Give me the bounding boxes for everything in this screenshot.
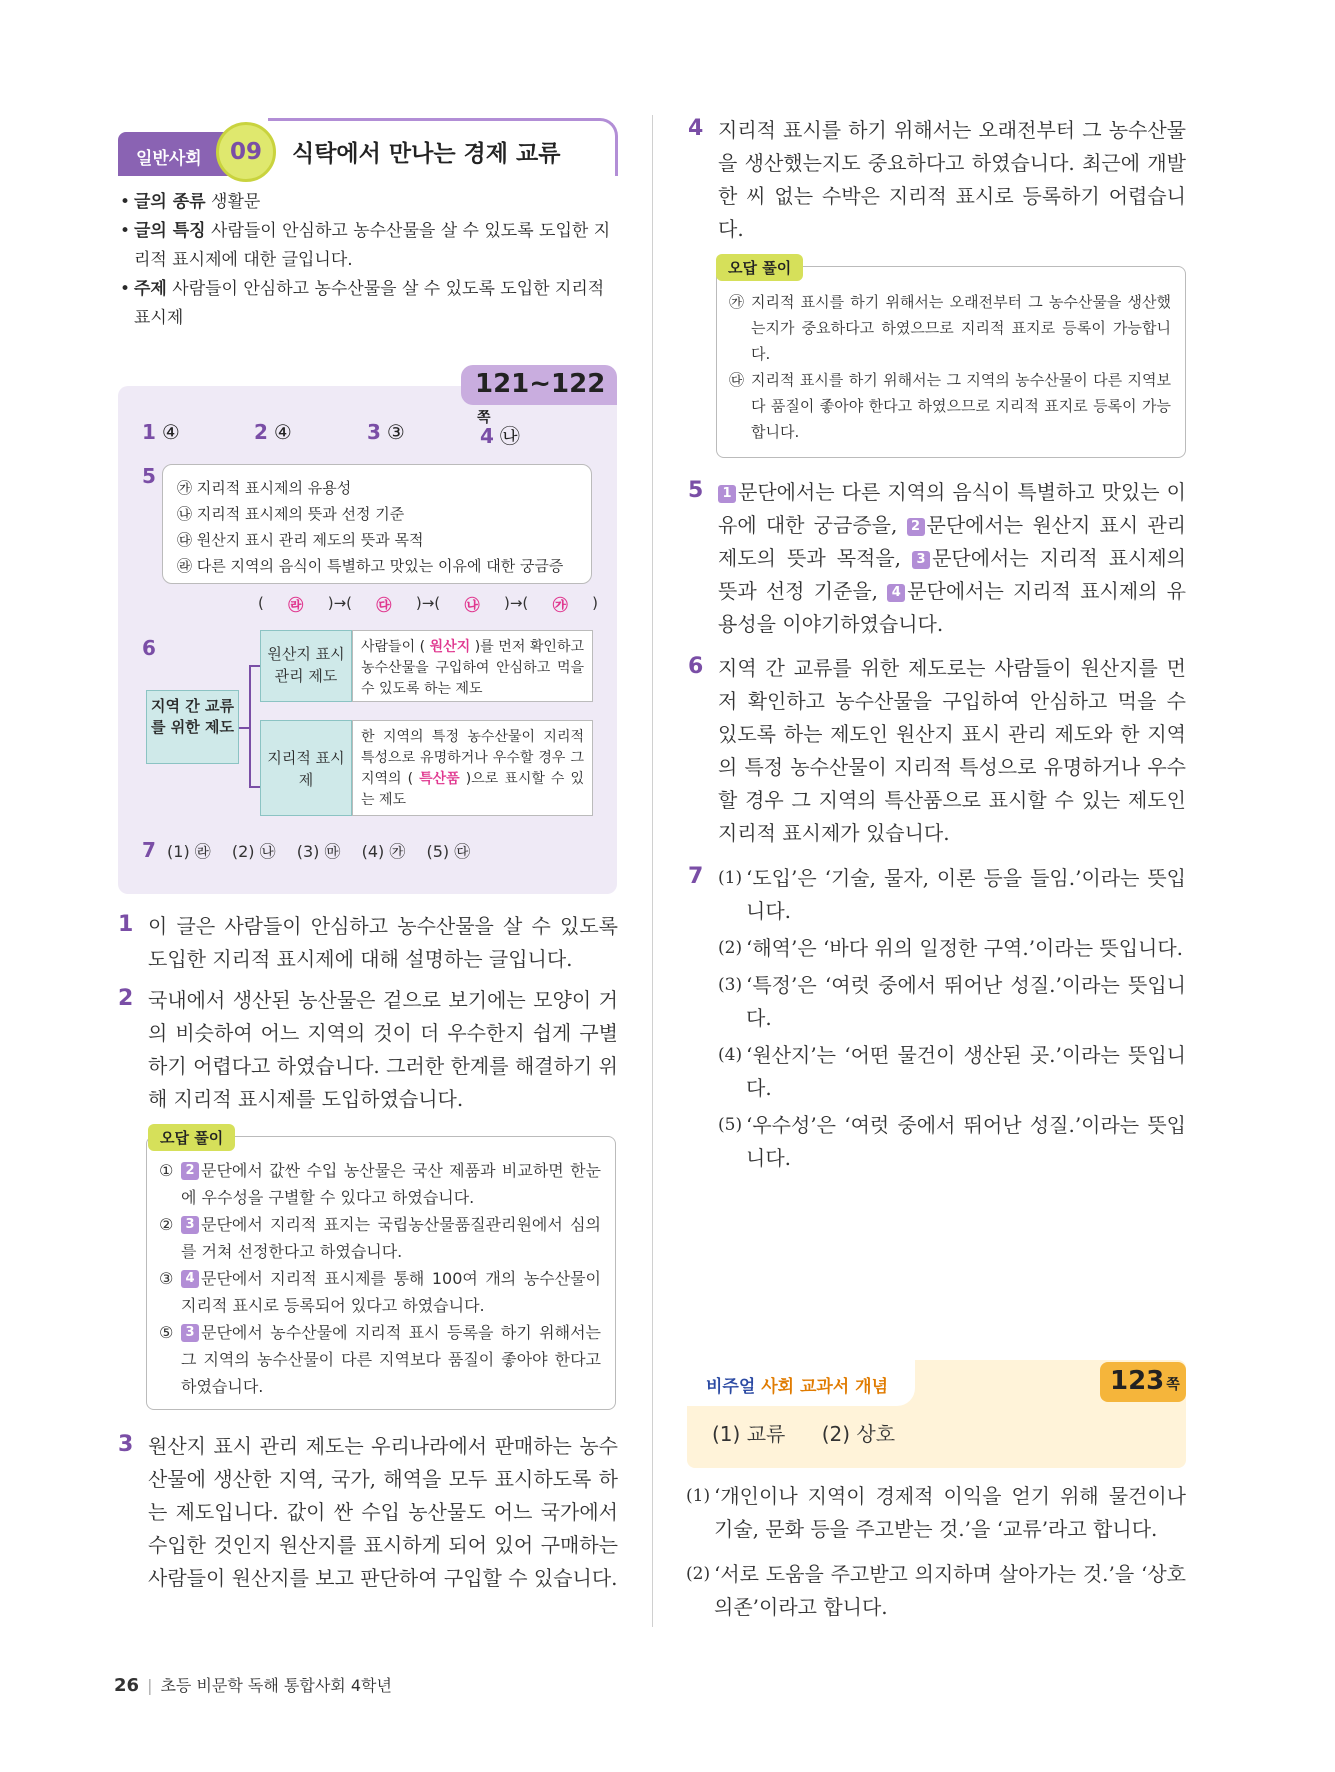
text: 문단에서는 다른 지역의 음식이 특별하고 맛있는 이유에 대한 궁금증을, <box>718 480 1186 537</box>
item-text: ‘우수성’은 ‘여럿 중에서 뛰어난 성질.’이라는 뜻입니다. <box>746 1113 1186 1170</box>
page-unit: 쪽 <box>477 410 491 426</box>
wrong-answer-label: 오답 풀이 <box>148 1124 235 1151</box>
q5-order-item: ㉯ <box>464 596 480 614</box>
q6-description-geo <box>352 720 593 816</box>
page-range: 121~122 <box>475 369 606 399</box>
explanation-6-number: 6 <box>688 654 704 679</box>
wrong-answer-item <box>159 1265 601 1319</box>
answer-value: ③ <box>386 420 405 444</box>
answer-3 <box>367 420 405 444</box>
page-unit: 쪽 <box>1166 1377 1180 1393</box>
q5-item: ㉰ 원산지 표시 관리 제도의 뜻과 목적 <box>177 531 424 549</box>
feature-line <box>120 217 620 275</box>
wrong-answer-item <box>729 367 1171 445</box>
genre-label: 글의 종류 <box>134 192 206 212</box>
answer-2 <box>254 420 292 444</box>
text: 문단에서는 지리적 표시제의 유용성을 이야기하였습니다. <box>718 579 1186 636</box>
answer-number: 3 <box>367 420 381 444</box>
text: 문단에서는 지리적 표시제의 뜻과 선정 기준을, <box>718 546 1186 603</box>
item-text: ‘원산지’는 ‘어떤 물건이 생산된 곳.’이라는 뜻입니다. <box>746 1043 1186 1100</box>
vocab-item <box>718 862 1186 928</box>
item-text: 지리적 표시를 하기 위해서는 그 지역의 농수산물이 다른 지역보다 품질이 좋아야 한다고 하였으므로 지리적 표지로 등록이 가능합니다. <box>751 371 1171 441</box>
paragraph-number-icon: 4 <box>887 584 905 602</box>
item-mark: ㉰ <box>729 371 745 389</box>
answer-value: ㉯ <box>499 424 520 448</box>
answer-number: 2 <box>254 420 268 444</box>
q5-item: ㉯ 지리적 표시제의 뜻과 선정 기준 <box>177 505 405 523</box>
item-text: ‘해역’은 ‘바다 위의 일정한 구역.’이라는 뜻입니다. <box>746 936 1184 960</box>
q5-number: 5 <box>142 464 156 488</box>
item-mark: ③ <box>159 1269 174 1288</box>
paragraph-number-icon: 3 <box>181 1216 199 1234</box>
answer-1 <box>142 420 180 444</box>
item-text: ‘서로 도움을 주고받고 의지하며 살아가는 것.’을 ‘상호 의존’이라고 합니다. <box>714 1562 1186 1619</box>
q7-item: (2) ㉯ <box>231 842 276 861</box>
page-range-badge <box>461 365 617 426</box>
theme-label: 주제 <box>134 279 167 299</box>
item-text: 문단에서 지리적 표시제를 통해 100여 개의 농수산물이 지리적 표시로 등록되어 있다고 하였습니다. <box>181 1269 601 1315</box>
q6-root-node: 지역 간 교류를 위한 제도 <box>146 690 239 764</box>
visual-concept-page-badge <box>1100 1362 1186 1402</box>
q5-item: ㉮ 지리적 표시제의 유용성 <box>177 479 352 497</box>
connector <box>249 665 260 667</box>
column-divider <box>652 115 653 1627</box>
explanation-5-number: 5 <box>688 478 704 503</box>
q7-item: (4) ㉮ <box>361 842 406 861</box>
theme-value: 사람들이 안심하고 농수산물을 살 수 있도록 도입한 지리적 표시제 <box>134 279 605 328</box>
paragraph-number-icon: 3 <box>181 1324 199 1342</box>
vocab-item <box>718 1109 1186 1175</box>
explanation-6: 지역 간 교류를 위한 제도로는 사람들이 원산지를 먼저 확인하고 농수산물을 구입하여 안심하고 먹을 수 있도록 하는 제도인 원산지 표시 관리 제도와 한 지역의 특정 농수산물이 지리적 특성으로 유명하거나 우수할 경우 그 지역의 특산품으로 표시할 수 있는 제도인 지리적 표시제가 있습니다. <box>718 656 1186 845</box>
explanation-2: 국내에서 생산된 농산물은 겉으로 보기에는 모양이 거의 비슷하여 어느 지역의 것이 더 우수한지 쉽게 구별하기 어렵다고 하였습니다. 그러한 한계를 해결하기 위해 지리적 표시제를 도입하였습니다. <box>148 988 618 1111</box>
item-text: ‘도입’은 ‘기술, 물자, 이론 등을 들임.’이라는 뜻입니다. <box>746 866 1186 923</box>
item-mark: (1) <box>686 1486 711 1506</box>
paragraph-number-icon: 2 <box>181 1162 199 1180</box>
answer-number: 4 <box>480 424 494 448</box>
feature-value: 사람들이 안심하고 농수산물을 살 수 있도록 도입한 지리적 표시제에 대한 글입니다. <box>134 221 611 270</box>
separator: | <box>147 1676 153 1695</box>
item-mark: (4) <box>718 1045 743 1065</box>
lesson-header <box>118 118 618 180</box>
vocab-item <box>718 932 1186 965</box>
q7-number: 7 <box>142 838 156 862</box>
wrong-answer-box-4 <box>716 266 1186 458</box>
desc-text: 사람들이 ( <box>361 639 426 655</box>
paragraph-number-icon: 4 <box>181 1270 199 1288</box>
theme-line <box>120 275 620 333</box>
item-text: ‘개인이나 지역이 경제적 이익을 얻기 위해 물건이나 기술, 문화 등을 주고받는 것.’을 ‘교류’라고 합니다. <box>714 1484 1186 1541</box>
concept-answer: (2) 상호 <box>821 1422 896 1446</box>
book-title: 초등 비문학 독해 통합사회 4학년 <box>160 1676 392 1695</box>
blank-answer: 특산품 <box>419 771 460 787</box>
explanation-7-number: 7 <box>688 864 704 889</box>
paren: ) <box>592 594 598 612</box>
explanation-5 <box>718 476 1186 641</box>
arrow: )→( <box>415 594 441 612</box>
explanation-2-number: 2 <box>118 986 134 1011</box>
page-footer <box>114 1673 392 1696</box>
wrong-answer-item <box>159 1157 601 1211</box>
q5-order-item: ㉮ <box>552 596 568 614</box>
answer-number: 1 <box>142 420 156 444</box>
item-mark: (5) <box>718 1115 743 1135</box>
q5-item-box <box>162 464 592 584</box>
explanation-3-number: 3 <box>118 1432 134 1457</box>
visual-concept-title <box>706 1372 888 1397</box>
feature-label: 글의 특징 <box>134 221 206 241</box>
item-mark: (2) <box>718 938 743 958</box>
arrow: )→( <box>504 594 529 612</box>
explanation-1-number: 1 <box>118 912 134 937</box>
wrong-answer-item <box>729 289 1171 367</box>
q7-item: (1) ㉱ <box>167 842 211 861</box>
explanation-3: 원산지 표시 관리 제도는 우리나라에서 판매하는 농수산물에 생산한 지역, 국가, 해역을 모두 표시하도록 하는 제도입니다. 값이 싼 수입 농산물도 어느 국가에서 수입한 것인지 원산지를 표시하게 되어 있어 구매하는 사람들이 원산지를 보고 판단하여 구입할 수 있습니다. <box>148 1434 618 1590</box>
answer-value: ④ <box>161 420 180 444</box>
item-text: 문단에서 농수산물에 지리적 표시 등록을 하기 위해서는 그 지역의 농수산물이 다른 지역보다 품질이 좋아야 한다고 하였습니다. <box>181 1323 601 1396</box>
wrong-answer-item <box>159 1319 601 1400</box>
explanation-4-number: 4 <box>688 116 704 141</box>
desc-text: )를 먼저 확인하고 농수산물을 구입하여 안심하고 먹을 수 있도록 하는 제도 <box>361 639 584 697</box>
passage-info <box>120 188 620 333</box>
paragraph-number-icon: 3 <box>912 551 930 569</box>
q7-answers <box>142 838 486 862</box>
arrow: )→( <box>327 594 352 612</box>
connector <box>249 665 251 788</box>
connector <box>249 786 260 788</box>
desc-text: 한 지역의 특정 농수산물이 지리적 특성으로 유명하거나 우수할 경우 그 지역의 ( <box>361 729 584 787</box>
q7-item: (3) ㉲ <box>296 842 341 861</box>
wrong-answer-label: 오답 풀이 <box>716 254 803 281</box>
explanation-7 <box>718 862 1186 1179</box>
explanation-1: 이 글은 사람들이 안심하고 농수산물을 살 수 있도록 도입한 지리적 표시제에 대해 설명하는 글입니다. <box>148 914 618 971</box>
q6-category-origin: 원산지 표시 관리 제도 <box>260 630 352 702</box>
q5-item: ㉱ 다른 지역의 음식이 특별하고 맛있는 이유에 대한 궁금증 <box>177 557 564 575</box>
genre-value: 생활문 <box>211 192 261 212</box>
concept-item <box>686 1480 1186 1546</box>
q6-description-origin <box>352 630 593 702</box>
concept-answer: (1) 교류 <box>712 1422 786 1446</box>
q6-category-geo: 지리적 표시제 <box>260 720 352 816</box>
visual-concept-explanation <box>686 1480 1186 1628</box>
vocab-item <box>718 969 1186 1035</box>
q7-item: (5) ㉰ <box>426 842 471 861</box>
explanation-4: 지리적 표시를 하기 위해서는 오래전부터 그 농수산물을 생산했는지도 중요하다고 하였습니다. 최근에 개발한 씨 없는 수박은 지리적 표시로 등록하기 어렵습니다. <box>718 118 1186 241</box>
item-text: 문단에서 지리적 표지는 국립농산물품질관리원에서 심의를 거쳐 선정한다고 하였습니다. <box>181 1215 601 1261</box>
item-mark: (1) <box>718 868 743 888</box>
concept-item <box>686 1558 1186 1624</box>
lesson-title-bar <box>268 118 618 176</box>
wrong-answer-item <box>159 1211 601 1265</box>
blank-answer: 원산지 <box>429 639 471 655</box>
item-mark: (3) <box>718 975 743 995</box>
q5-order-item: ㉰ <box>376 596 392 614</box>
text: 문단에서는 원산지 표시 관리 제도의 뜻과 목적을, <box>718 513 1186 570</box>
item-mark: ㉮ <box>729 293 745 311</box>
connector <box>239 727 249 729</box>
paragraph-number-icon: 2 <box>907 518 925 536</box>
title-part: 사회 교과서 개념 <box>761 1377 888 1397</box>
item-mark: ② <box>159 1215 174 1234</box>
paragraph-number-icon: 1 <box>718 485 736 503</box>
item-mark: ⑤ <box>159 1323 174 1342</box>
desc-text: )으로 표시할 수 있는 제도 <box>361 771 585 808</box>
wrong-answer-box-2 <box>146 1136 616 1410</box>
genre-line <box>120 188 620 217</box>
paren: ( <box>258 594 264 612</box>
answer-4 <box>480 420 520 449</box>
title-part: 비주얼 <box>706 1377 756 1397</box>
q5-order-item: ㉱ <box>288 596 304 614</box>
page-number: 26 <box>114 1675 140 1696</box>
vocab-item <box>718 1039 1186 1105</box>
visual-concept-answers <box>712 1418 925 1447</box>
item-text: 문단에서 값싼 수입 농산물은 국산 제품과 비교하면 한눈에 우수성을 구별할 수 있다고 하였습니다. <box>181 1161 601 1207</box>
q5-order <box>258 594 598 615</box>
item-text: 지리적 표시를 하기 위해서는 오래전부터 그 농수산물을 생산했는지가 중요하다고 하였으므로 지리적 표지로 등록이 가능합니다. <box>751 293 1171 363</box>
item-text: ‘특정’은 ‘여럿 중에서 뛰어난 성질.’이라는 뜻입니다. <box>746 973 1186 1030</box>
item-mark: ① <box>159 1161 174 1180</box>
lesson-title: 식탁에서 만나는 경제 교류 <box>292 141 561 167</box>
item-mark: (2) <box>686 1564 711 1584</box>
q6-number: 6 <box>142 636 156 660</box>
answer-value: ④ <box>273 420 292 444</box>
page-number: 123 <box>1110 1366 1165 1396</box>
lesson-number-badge: 09 <box>216 122 276 182</box>
subject-tab: 일반사회 <box>118 132 238 176</box>
